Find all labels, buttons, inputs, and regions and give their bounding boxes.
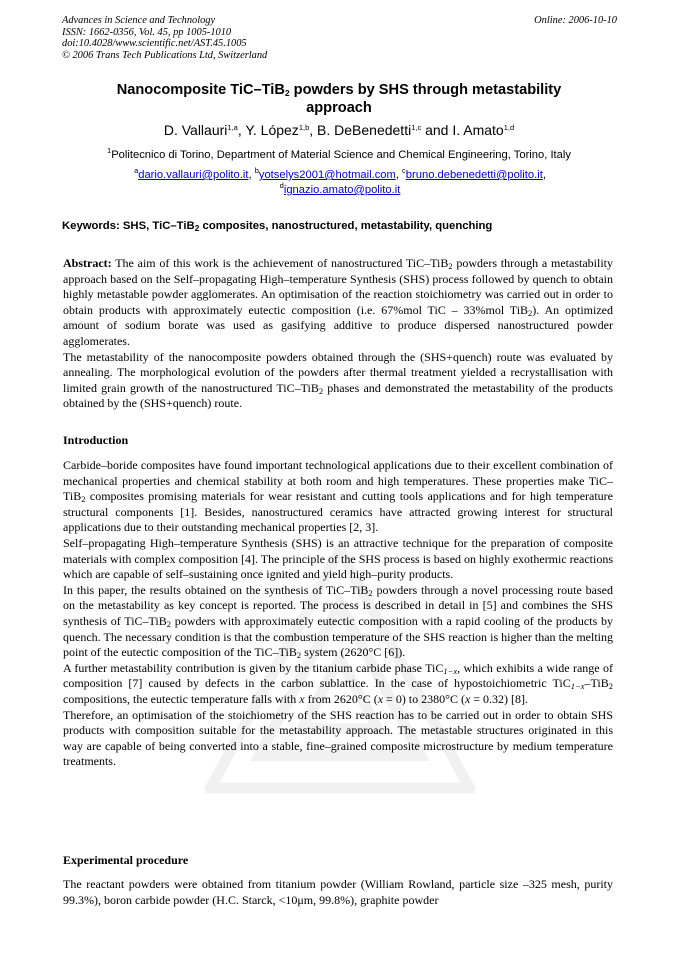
email-link-b[interactable]: yotselys2001@hotmail.com: [258, 169, 396, 181]
email-link-c[interactable]: bruno.debenedetti@polito.it: [405, 169, 543, 181]
experimental-body: The reactant powders were obtained from titanium powder (William Rowland, particle size –325 mesh, purity 99.3%), boron carbide powder (H.C. Starck, <10μm, 99.8%), graphite powder: [63, 877, 613, 907]
copyright: © 2006 Trans Tech Publications Ltd, Switzerland: [62, 49, 268, 61]
issn: ISSN: 1662-0356, Vol. 45, pp 1005-1010: [62, 26, 232, 38]
doi: doi:10.4028/www.scientific.net/AST.45.1005: [62, 38, 247, 50]
running-header: [62, 15, 617, 61]
author-emails: $^a$dario.vallauri@polito.it, $^b$yotselys2001@hotmail.com, $^c$bruno.debenedetti@polito.it, $^d$ignazio.amato@polito.it: [134, 166, 546, 196]
affiliation: $^1$Politecnico di Torino, Department of Material Science and Chemical Engineering, Torino, Italy: [107, 146, 571, 161]
section-heading-experimental: Experimental procedure: [63, 853, 189, 867]
author-list: D. Vallauri$^{1,a}$, Y. López$^{1,b}$, B. DeBenedetti$^{1,c}$ and I. Amato$^{1,d}$: [163, 122, 515, 138]
online-date: Online: 2006-10-10: [534, 15, 617, 26]
abstract-label: Abstract:: [63, 256, 112, 270]
email-link-d[interactable]: ignazio.amato@polito.it: [283, 184, 401, 196]
paper-title: Nanocomposite TiC–TiB$_2$ powders by SHS through metastability approach: [116, 82, 562, 116]
abstract: Abstract: The aim of this work is the achievement of nanostructured TiC–TiB$_2$ powders through a metastability approach based on the Self–propagating High–temperature Synthesis (SHS) process followed by quench to obtain highly metastable powder agglomerates. An optimisation of the reaction stoichiometry was carried out in order to obtain products with approximately eutectic composition (i.e. 67%mol TiC – 33%mol TiB$_2$). An optimized amount of sodium borate was used as gasifying additive to produce dispersed nanostructured powder agglomerates. The metastability of the nanocomposite powders obtained through the (SHS+quench) route was evaluated by annealing. The morphological evolution of the powders after thermal treatment yielded a recrystallisation with limited grain growth of the nanostructured TiC–TiB$_2$ phases and demonstrated the metastability of the products obtained by the (SHS+quench) route.: [63, 256, 614, 411]
email-link-a[interactable]: dario.vallauri@polito.it: [138, 169, 249, 181]
keywords: Keywords: SHS, TiC–TiB$_2$ composites, nanostructured, metastability, quenching: [62, 220, 493, 233]
introduction-body: Carbide–boride composites have found important technological applications due to their excellent combination of mechanical properties and chemical stability at both room and high temperatures. These properties make TiC–TiB$_2$ composites promising materials for wear resistant and cutting tools applications and for high temperature structural components [1]. Besides, nanostructured ceramics have attracted growing interest for structural applications due to their outstanding mechanical properties [2, 3]. Self–propagating High–temperature Synthesis (SHS) is an attractive technique for the preparation of composite materials with complex composition [4]. The principle of the SHS process is based on highly exothermic reactions which are capable of self–sustaining once ignited and yield high–purity products. In this paper, the results obtained on the synthesis of TiC–TiB$_2$ powders through a novel processing route based on the metastability as key concept is reported. The process is described in detail in [5] and combines the SHS synthesis of TiC–TiB$_2$ powders with approximately eutectic composition with a rapid cooling of the products by quench. The necessary condition is that the combustion temperature of the SHS reaction is higher than the melting point of the eutectic composition of the TiC–TiB$_2$ system (2620°C [6]). A further metastability contribution is given by the titanium carbide phase TiC$_{1-x}$, which exhibits a wide range of composition [7] caused by defects in the carbon sublattice. In the case of hypostoichiometric TiC$_{1-x}$–TiB$_2$ compositions, the eutectic temperature falls with x from 2620°C (x = 0) to 2380°C (x = 0.32) [8]. Therefore, an optimisation of the stoichiometry of the SHS reaction has to be carried out in order to obtain SHS products with composition suitable for the metastability approach. The metastable structures originated in this way are capable of being converted into a stable, fine–grained composite microstructure by medium temperature treatments.: [63, 458, 614, 769]
journal-name: Advances in Science and Technology: [62, 15, 216, 26]
section-heading-introduction: Introduction: [63, 433, 129, 447]
